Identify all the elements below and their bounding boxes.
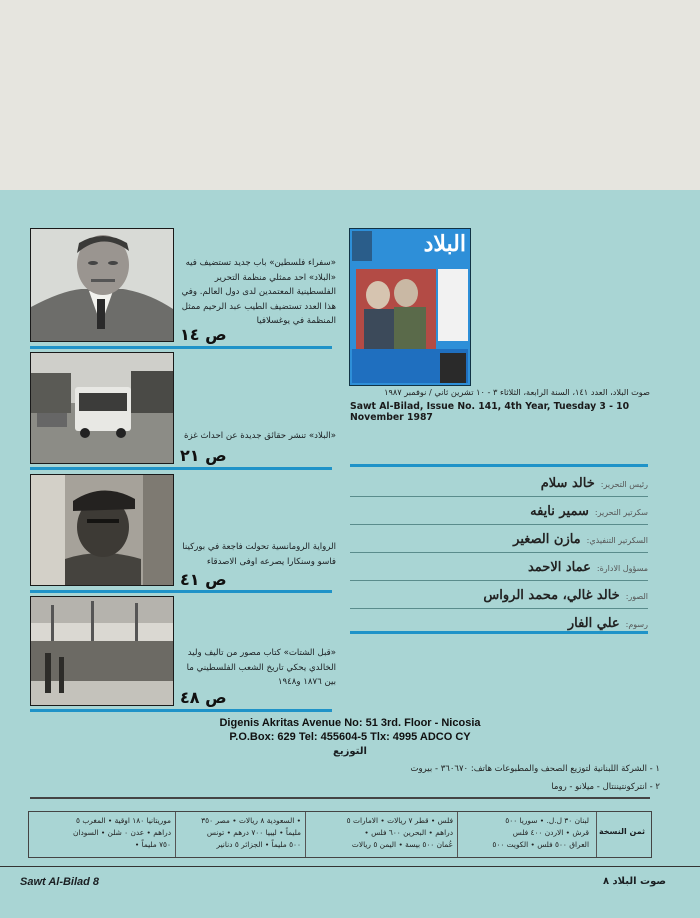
price-row: عُمان ٥٠٠ بيسة • اليمن ٥ ريالات — [351, 840, 453, 849]
price-divider — [175, 812, 176, 857]
street-scene-illustration — [31, 353, 173, 463]
article-caption: «البلاد» تنشر حقائق جديدة عن احداث غزة — [183, 431, 336, 441]
price-row: قرش • الاردن ٤٠٠ فلس — [512, 828, 589, 837]
staff-divider — [350, 524, 648, 525]
price-column — [35, 815, 171, 851]
divider-bar — [30, 709, 332, 712]
price-row: ٥٠٠ مليماً • الجزائر ٥ دنانير — [216, 840, 301, 849]
staff-role: الصور: — [625, 592, 648, 601]
staff-administration — [350, 556, 648, 578]
magazine-cover-thumbnail — [349, 228, 471, 386]
portrait-illustration — [31, 229, 173, 341]
staff-name: مازن الصغير — [513, 532, 581, 547]
article-caption: الرواية الرومانسية تحولت فاجعة في بوركينا فاسو وسنكارا يصرعه اوفى الاصدقاء — [182, 542, 336, 567]
staff-name: عماد الاحمد — [527, 560, 591, 575]
cover-masthead: البلاد — [423, 231, 466, 257]
staff-role: مسؤول الادارة: — [596, 564, 648, 573]
page-reference[interactable]: ص ٢١ — [180, 446, 227, 465]
blank-top-band — [0, 0, 700, 190]
page-reference[interactable]: ص ١٤ — [180, 325, 227, 344]
contact-line: P.O.Box: 629 Tel: 455604-5 Tlx: 4995 ADCO CY — [229, 731, 471, 743]
staff-divider — [350, 496, 648, 497]
staff-divider — [350, 580, 648, 581]
distributor-line: ١ - الشركة اللبنانية لتوزيع الصحف والمطبوعات هاتف: ٣٦٠٦٧٠ - بيروت — [410, 764, 660, 774]
distributor-line: ٢ - انتركونتيننتال - ميلانو - روما — [551, 782, 660, 792]
price-table — [28, 811, 652, 858]
street-photo — [30, 352, 174, 464]
issue-info-arabic: صوت البلاد، العدد ١٤١، السنة الرابعة، الثلاثاء ٣ - ١٠ تشرين ثاني / نوفمبر ١٩٨٧ — [384, 387, 650, 397]
staff-divider — [350, 608, 648, 609]
price-row: العراق ٥٠٠ فلس • الكويت ٥٠٠ — [492, 840, 589, 849]
page-reference[interactable]: ص ٤٨ — [180, 688, 227, 707]
price-row: دراهم • عدن ٠ شلن • السودان — [72, 828, 171, 837]
price-row: موريتانيا ١٨٠ اوقية • المغرب ٥ — [76, 816, 171, 825]
price-column — [467, 815, 589, 851]
price-divider — [457, 812, 458, 857]
issue-info-english: Sawt Al-Bilad, Issue No. 141, 4th Year, Tuesday 3 - 10 November 1987 — [350, 401, 630, 423]
staff-name: سمير نايفه — [530, 504, 589, 519]
price-divider — [596, 812, 597, 857]
distribution-bar — [30, 797, 650, 799]
historical-photo — [30, 596, 174, 706]
staff-name: علي الفار — [567, 616, 620, 631]
staff-photography — [350, 584, 648, 606]
article-caption: «قبل الشتات» كتاب مصور من تاليف وليد الخالدي يحكي تاريخ الشعب الفلسطيني ما بين ١٨٧٦ و١٩٤٨ — [186, 648, 336, 687]
price-row: فلس • قطر ٧ ريالات • الامارات ٥ — [346, 816, 453, 825]
staff-bottom-bar — [350, 631, 648, 634]
article-caption: «سفراء فلسطين» باب جديد تستضيف فيه «البلاد» احد ممثلي منظمة التحرير الفلسطينية المعتمدين لدى دول العالم. وفي هذا العدد تستضيف الطيب عبد الرحيم ممثل المنظمة في يوغسلافيا — [181, 258, 336, 326]
address-line: Digenis Akritas Avenue No: 51 3rd. Floor - Nicosia — [219, 717, 481, 729]
cover-artwork — [350, 229, 470, 385]
price-row: مليماً • ليبيا ٧٠٠ درهم • تونس — [206, 828, 301, 837]
staff-role: رسوم: — [625, 620, 648, 629]
staff-role: سكرتير التحرير: — [594, 508, 648, 517]
price-column — [175, 815, 301, 851]
price-row: ٧٥٠ مليماً • — [134, 840, 171, 849]
divider-bar — [30, 590, 332, 593]
price-row: لبنان ٣٠ ل.ل. • سوريا ٥٠٠ — [505, 816, 589, 825]
staff-divider — [350, 552, 648, 553]
portrait-photo — [30, 228, 174, 342]
price-row: • السعودية ٨ ريالات • مصر ٣٥٠ — [201, 816, 301, 825]
footer-rule — [0, 866, 700, 867]
divider-bar — [30, 346, 332, 349]
distribution-heading: التوزيع — [333, 746, 367, 757]
soldier-photo — [30, 474, 174, 586]
staff-role: السكرتير التنفيذي: — [586, 536, 648, 545]
staff-top-bar — [350, 464, 648, 467]
crowd-illustration — [31, 597, 173, 705]
footer-publication-name: Sawt Al-Bilad 8 — [20, 876, 100, 888]
price-label: ثمن النسخة — [598, 827, 646, 836]
footer-page-number: صوت البلاد ٨ — [602, 876, 666, 887]
divider-bar — [30, 467, 332, 470]
staff-role: رئيس التحرير: — [600, 480, 648, 489]
staff-name: خالد غالي، محمد الرواس — [483, 588, 620, 603]
page-reference[interactable]: ص ٤١ — [180, 570, 227, 589]
price-divider — [305, 812, 306, 857]
soldier-illustration — [31, 475, 173, 585]
staff-name: خالد سلام — [540, 476, 595, 491]
staff-executive-secretary — [350, 528, 648, 550]
staff-editor-in-chief — [350, 472, 648, 494]
price-column — [325, 815, 453, 851]
staff-editorial-secretary — [350, 500, 648, 522]
price-row: دراهم • البحرين ٦٠٠ فلس • — [364, 828, 453, 837]
